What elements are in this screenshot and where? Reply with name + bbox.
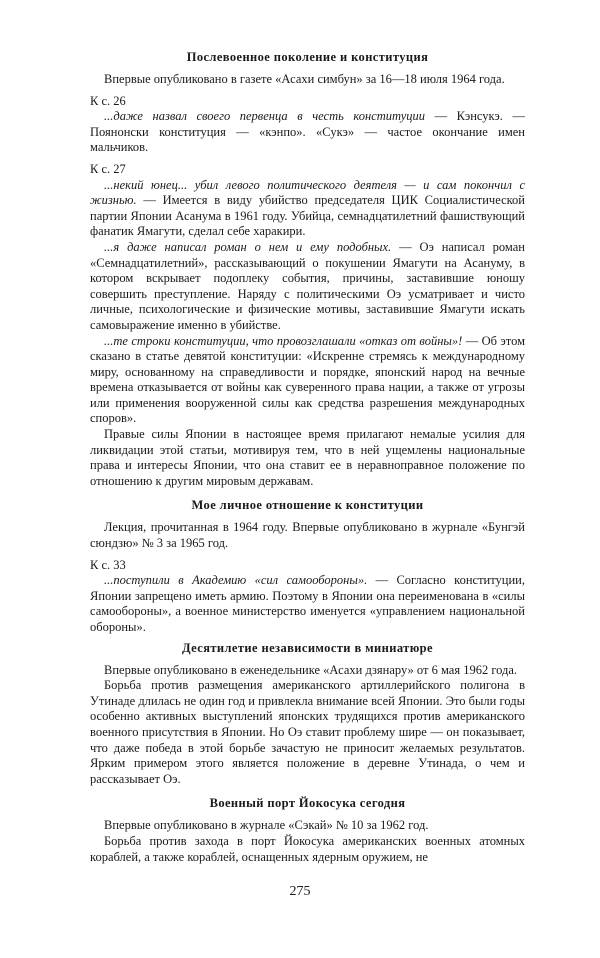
publication-note: Лекция, прочитанная в 1964 году. Впервые опубликовано в журнале «Бунгэй сюндзю» № 3 за 1965 год. bbox=[90, 520, 525, 551]
note-text: — Оэ написал роман «Семнадцатилетний», рассказывающий о покушении Ямагути на Асануму, в котором вскрывает подоплеку события, причины, заставившие юношу совершить преступление. Наряду с политическими Оэ усматривает и чисто личные, психологические и физические мотивы, заставившие Ямагути искать самовыражение именно в убийстве. bbox=[90, 239, 525, 332]
page-number: 275 bbox=[289, 884, 311, 899]
note-quote: ...я даже написал роман о нем и ему подобных. bbox=[104, 239, 392, 254]
section-title: Десятилетие независимости в миниатюре bbox=[182, 640, 433, 655]
note-quote: ...поступили в Академию «сил самообороны». bbox=[104, 573, 368, 588]
body-paragraph: Борьба против захода в порт Йокосука американских военных атомных кораблей, а также кораблей, оснащенных ядерным оружием, не bbox=[90, 833, 525, 864]
section-personal-attitude bbox=[90, 498, 525, 635]
note-paragraph bbox=[90, 427, 525, 489]
page-reference: К с. 27 bbox=[90, 161, 126, 176]
note-paragraph bbox=[90, 240, 525, 334]
note-text: — Имеется в виду убийство председателя ЦИК Социалистической партии Японии Асанума в 1961 году. Убийца, семнадцатилетний фашиствующий фанатик Ямагути, сделал себе харакири. bbox=[90, 193, 525, 239]
body-paragraph: Борьба против размещения американского артиллерийского полигона в Утинаде длилась не один год и привлекла внимание всей Японии. Это были годы особенно активных выступлений японских трудящихся против американского военного присутствия в Японии. Но Оэ ставит проблему шире — он показывает, что даже победа в этой борьбе зачастую не приносит желаемых результатов. Ярким примером этого является положение в деревне Утинада, о чем и рассказывает Оэ. bbox=[90, 678, 525, 786]
publication-note: Впервые опубликовано в журнале «Сэкай» № 10 за 1962 год. bbox=[104, 818, 429, 833]
section-title: Военный порт Йокосука сегодня bbox=[209, 796, 406, 811]
page-reference: К с. 26 bbox=[90, 93, 126, 108]
note-paragraph bbox=[90, 573, 525, 635]
note-quote: ...те строки конституции, что провозглашали «отказ от войны»! bbox=[104, 333, 463, 348]
section-title: Мое личное отношение к конституции bbox=[191, 498, 424, 513]
note-quote: ...некий юнец... убил левого политического деятеля — и сам покончил с жизнью. bbox=[90, 177, 525, 208]
note-text: — Согласно конституции, Японии запрещено иметь армию. Поэтому в Японии она переименована в «силы самообороны», а военное министерство именуется «управлением национальной обороны». bbox=[90, 573, 525, 634]
section-decade-of-independence bbox=[90, 641, 525, 788]
note-paragraph bbox=[90, 334, 525, 428]
publication-note: Впервые опубликовано в еженедельнике «Асахи дзянару» от 6 мая 1962 года. bbox=[104, 662, 518, 677]
section-postwar-generation bbox=[90, 50, 525, 489]
note-text: — Кэнсукэ. — Поянонски конституция — «кэнпо». «Сукэ» — частое окончание имен мальчиков. bbox=[90, 109, 525, 155]
page-reference: К с. 33 bbox=[90, 557, 126, 572]
note-paragraph bbox=[90, 178, 525, 240]
note-paragraph bbox=[90, 109, 525, 156]
section-title: Послевоенное поколение и конституция bbox=[186, 50, 429, 64]
note-text: — Об этом сказано в статье девятой конституции: «Искренне стремясь к международному миру, основанному на справедливости и порядке, японский народ на вечные времена отказывается от войны как суверенного права нации, а также от угрозы или применения вооруженной силы как средства разрешения международных споров». bbox=[90, 333, 525, 426]
note-text: Правые силы Японии в настоящее время прилагают немалые усилия для ликвидации этой статьи, мотивируя тем, что в ней ущемлены национальные права и интересы Японии, что она ставит ее в неравноправное положение по отношению к другим мировым державам. bbox=[90, 427, 525, 488]
publication-note: Впервые опубликовано в газете «Асахи симбун» за 16—18 июля 1964 года. bbox=[104, 72, 505, 86]
note-quote: ...даже назвал своего первенца в честь конституции bbox=[104, 109, 426, 124]
section-yokosuka-port bbox=[90, 796, 525, 865]
